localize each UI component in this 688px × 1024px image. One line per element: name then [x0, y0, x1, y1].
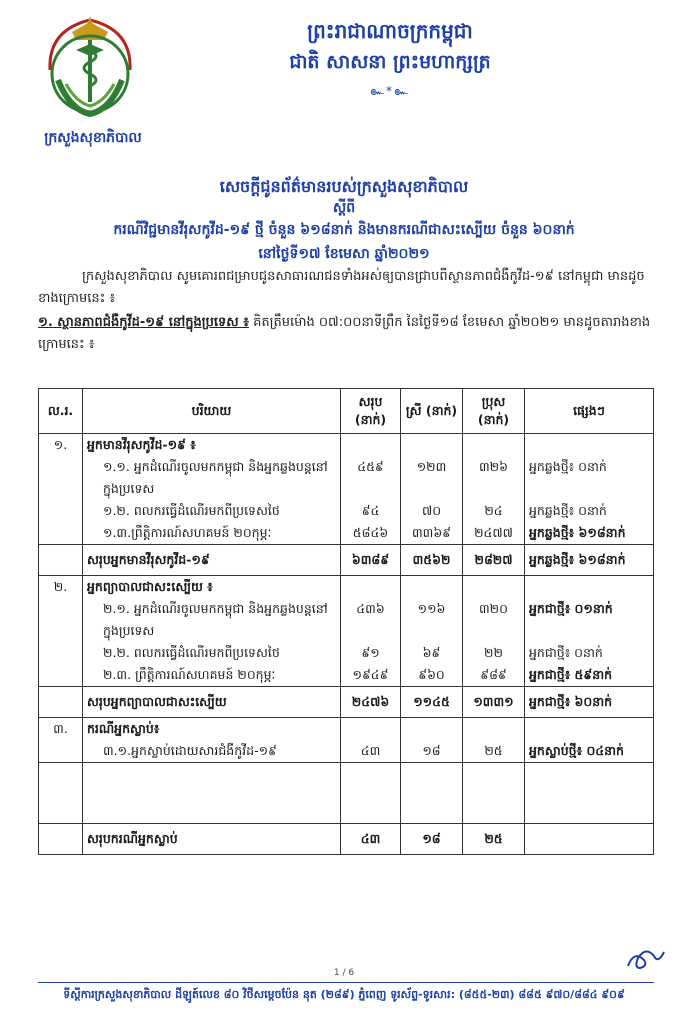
intro-paragraph: ក្រសួងសុខាភិបាល សូមគោរពជម្រាបជូនសាធារណជនទាំងអស់ឲ្យបានជ្រាបពីស្ថានភាពជំងឺកូវីដ-១៩ នៅកម្ពុជា មានដូចខាងក្រោមនេះ ៖ — [38, 269, 645, 306]
value-total: ១៩៤៩ — [352, 667, 389, 682]
value-other: អ្នកឆ្លងថ្មី៖ ០នាក់ — [529, 459, 607, 474]
value-female: ១២៣ — [416, 459, 447, 474]
value-other: អ្នកជាថ្មី៖ ៥៩នាក់ — [529, 667, 613, 682]
row-number: ១. — [39, 434, 83, 545]
value-female: ១១៦ — [417, 601, 446, 616]
header-no: ល.រ. — [39, 389, 83, 434]
ministry-logo — [30, 10, 150, 140]
item-description: ១.១. អ្នកដំណើរចូលមកកម្ពុជា និងអ្នកឆ្លងបន្តនៅក្នុងប្រទេស — [103, 459, 328, 496]
section1-paragraph — [38, 312, 658, 356]
summary-male: ២៥ — [463, 824, 525, 855]
empty-cell — [39, 763, 83, 824]
ornament-divider: ๛*๛ — [370, 84, 410, 98]
group-title: អ្នកព្យាបាលជាសះស្បើយ ៖ — [87, 579, 213, 594]
summary-other: អ្នកឆ្លងថ្មី៖ ៦១៨នាក់ — [525, 545, 654, 576]
cell-female — [401, 576, 463, 687]
empty-cell — [83, 763, 341, 824]
header-male: ប្រុស (នាក់) — [463, 389, 525, 434]
empty-cell — [525, 763, 654, 824]
value-other: អ្នកឆ្លងថ្មី៖ ០នាក់ — [529, 503, 607, 518]
value-male: ២៤ — [484, 503, 503, 518]
row-description — [83, 434, 341, 545]
value-male: ២៥ — [484, 743, 503, 758]
row-number: ៣. — [39, 718, 83, 763]
summary-total: ៦៣៨៩ — [341, 545, 401, 576]
summary-desc: សរុបអ្នកព្យាបាលជាសះស្បើយ — [83, 687, 341, 718]
cell-total — [341, 576, 401, 687]
value-total: ៤៣ — [360, 743, 381, 758]
group-title: អ្នកមានវីរុសកូវីដ-១៩ ៖ — [87, 437, 196, 452]
cell-female — [401, 434, 463, 545]
value-male: ៣២០ — [479, 601, 508, 616]
summary-male: ២៨២៧ — [463, 545, 525, 576]
value-total: ៤៣៦ — [356, 601, 385, 616]
item-description: ២.១. អ្នកដំណើរចូលមកកម្ពុជា និងអ្នកឆ្លងបន្តនៅក្នុងប្រទេស — [103, 601, 328, 638]
section1-text: គិតត្រឹមម៉ោង ០៧:០០នាទីព្រឹក នៃថ្ងៃទី១៨ ខែមេសា ឆ្នាំ២០២១ មានដូចតារាងខាងក្រោមនេះ ៖ — [38, 315, 651, 352]
header-description: បរិយាយ — [83, 389, 341, 434]
doc-title: សេចក្តីជូនព័ត៌មានរបស់ក្រសួងសុខាភិបាល — [219, 177, 469, 196]
item-description: ៣.១.អ្នកស្លាប់ដោយសារជំងឺកូវីដ-១៩ — [103, 743, 277, 758]
summary-row — [39, 824, 654, 855]
summary-row — [39, 545, 654, 576]
value-male: ៣២៦ — [479, 459, 508, 474]
value-other: អ្នកស្លាប់ថ្មី៖ ០៤នាក់ — [529, 743, 624, 758]
empty-cell — [39, 824, 83, 855]
value-female: ៦៩ — [422, 645, 441, 660]
cell-other — [525, 434, 654, 545]
table-row — [39, 718, 654, 763]
header-other: ផ្សេងៗ — [525, 389, 654, 434]
empty-cell — [463, 763, 525, 824]
cell-total — [341, 434, 401, 545]
item-description: ២.៣. ព្រឹត្តិការណ៍សហគមន៍ ២០កុម្ភៈ — [103, 667, 276, 682]
group-title: ករណីអ្នកស្លាប់៖ — [87, 721, 160, 736]
doc-subject: ករណីវិជ្ជមានវីរុសកូវីដ-១៩ ថ្មី ចំនួន ៦១៨នាក់ និងមានករណីជាសះស្បើយ ចំនួន ៦០នាក់ — [113, 222, 575, 238]
value-male: ២២ — [484, 645, 503, 660]
summary-female: ១១៤៥ — [401, 687, 463, 718]
empty-cell — [341, 763, 401, 824]
kingdom-title: ព្រះរាជាណាចក្រកម្ពុជា — [307, 19, 473, 43]
cell-other — [525, 576, 654, 687]
summary-other — [525, 824, 654, 855]
ministry-label: ក្រសួងសុខាភិបាល — [44, 130, 142, 146]
row-description — [83, 576, 341, 687]
header-total: សរុប (នាក់) — [341, 389, 401, 434]
value-female: ៧០ — [421, 503, 442, 518]
spacer-row — [39, 763, 654, 824]
summary-other: អ្នកជាថ្មី៖ ៦០នាក់ — [525, 687, 654, 718]
cell-female — [401, 718, 463, 763]
value-male: ២៤៧៧ — [474, 525, 513, 540]
empty-cell — [39, 545, 83, 576]
empty-cell — [39, 687, 83, 718]
cell-male — [463, 434, 525, 545]
footer-divider — [38, 982, 654, 983]
page-number: 1 / 6 — [333, 968, 355, 978]
value-total: ៥៨៤៦ — [352, 525, 389, 540]
doc-date: នៅថ្ងៃទី១៧ ខែមេសា ឆ្នាំ២០២១ — [258, 246, 430, 262]
value-other: អ្នកជាថ្មី៖ ០នាក់ — [529, 645, 603, 660]
value-other: អ្នកឆ្លងថ្មី៖ ៦១៨នាក់ — [529, 525, 626, 540]
covid-statistics-table — [38, 388, 654, 855]
cell-male — [463, 576, 525, 687]
summary-desc: សរុបអ្នកមានវីរុសកូវីដ-១៩ — [83, 545, 341, 576]
item-description: ១.៣.ព្រឹត្តិការណ៍សហគមន៍ ២០កុម្ភៈ — [103, 525, 272, 540]
summary-row — [39, 687, 654, 718]
table-row — [39, 576, 654, 687]
empty-cell — [401, 763, 463, 824]
value-female: ១៨ — [422, 743, 441, 758]
header-female: ស្រី (នាក់) — [401, 389, 463, 434]
row-number: ២. — [39, 576, 83, 687]
national-motto: ជាតិ សាសនា ព្រះមហាក្សត្រ — [289, 51, 491, 73]
item-description: ២.២. ពលករធ្វើដំណើរមកពីប្រទេសថៃ — [103, 645, 280, 660]
doc-subtitle-about: ស្តីពី — [332, 200, 356, 216]
value-total: ៩៤ — [361, 503, 380, 518]
value-female: ៣៣៦៩ — [411, 525, 452, 540]
cell-total — [341, 718, 401, 763]
value-female: ៩៦០ — [418, 667, 445, 682]
item-description: ១.២. ពលករធ្វើដំណើរមកពីប្រទេសថៃ — [103, 503, 280, 518]
value-male: ៩៨៩ — [480, 667, 507, 682]
signature — [624, 944, 668, 978]
summary-desc: សរុបករណីអ្នកស្លាប់ — [83, 824, 341, 855]
value-total: ៤៥៩ — [357, 459, 384, 474]
footer-address: ទីស្តីការក្រសួងសុខាភិបាល ដីឡូត៍លេខ ៨០ វិថីសម្តេចប៉ែន នុត (២៨៩) ភ្នំពេញ ទូរស័ព្ទ-ទូរសារ: (៨៥៥-២៣) ៨៨៥ ៩៧០/៨៨៤ ៩០៩ — [63, 988, 625, 1001]
summary-female: ១៨ — [401, 824, 463, 855]
summary-male: ១៣៣១ — [463, 687, 525, 718]
cell-other — [525, 718, 654, 763]
summary-female: ៣៥៦២ — [401, 545, 463, 576]
section1-heading: ១. ស្ថានភាពជំងឺកូវីដ-១៩ នៅក្នុងប្រទេស ៖ — [38, 315, 249, 330]
summary-total: ២៤៧៦ — [341, 687, 401, 718]
value-total: ៩១ — [361, 645, 380, 660]
row-description — [83, 718, 341, 763]
summary-total: ៤៣ — [341, 824, 401, 855]
table-header-row — [39, 389, 654, 434]
table-row — [39, 434, 654, 545]
value-other: អ្នកជាថ្មី៖ ០១នាក់ — [529, 601, 613, 616]
cell-male — [463, 718, 525, 763]
